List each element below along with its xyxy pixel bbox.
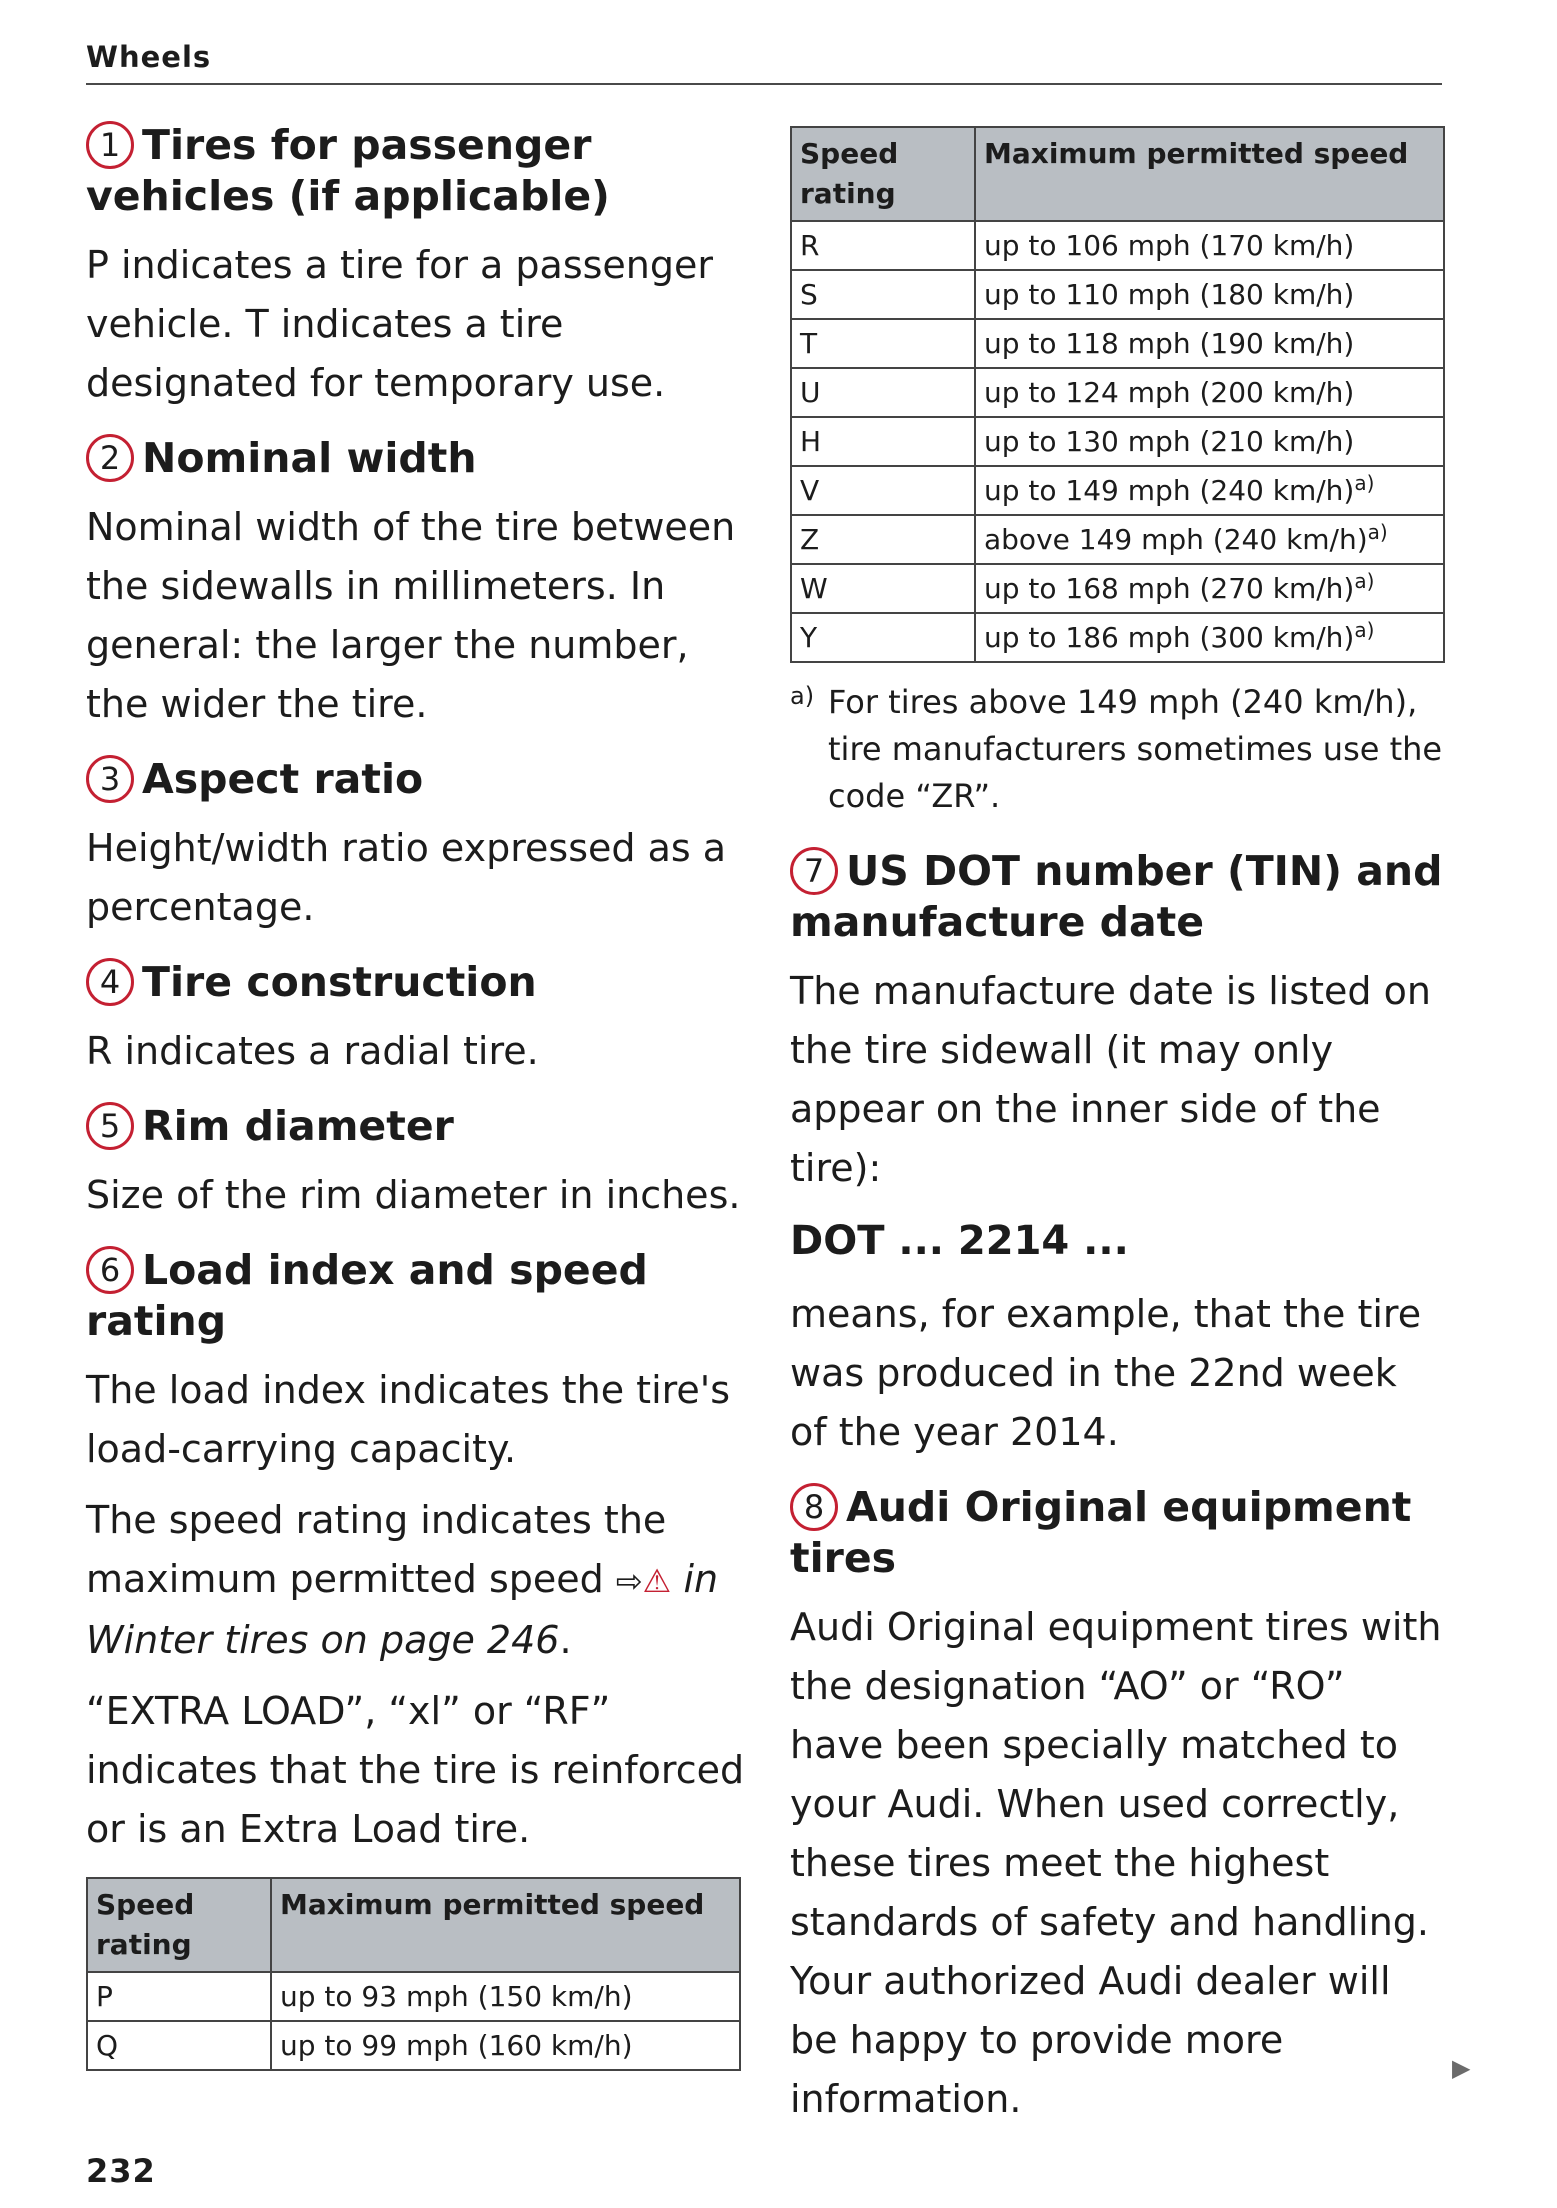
section-nominal-width [86, 433, 746, 734]
left-column [86, 120, 746, 2071]
section-heading [86, 754, 746, 805]
callout-number-8: 8 [790, 1483, 838, 1531]
table-header-row [87, 1878, 740, 1972]
table-cell-rating: Y [791, 613, 975, 662]
column-header-speed-rating: Speed rating [87, 1878, 271, 1972]
section-body-speed-rating [86, 1491, 746, 1670]
body-text: The speed rating indicates the maximum permitted speed [86, 1498, 667, 1601]
section-title: Audi Original equipment tires [790, 1483, 1412, 1582]
table-cell-rating: W [791, 564, 975, 613]
section-title: Nominal width [142, 434, 477, 482]
speed-rating-table-r-y [790, 126, 1445, 663]
table-cell-rating: S [791, 270, 975, 319]
speed-text: above 149 mph (240 km/h) [984, 523, 1368, 556]
section-heading [86, 433, 746, 484]
section-body: The manufacture date is listed on the tire sidewall (it may only appear on the inner side of the tire): [790, 969, 1431, 1190]
speed-text: up to 130 mph (210 km/h) [984, 425, 1355, 458]
table-cell-speed [975, 270, 1444, 319]
section-body: Nominal width of the tire between the sidewalls in millimeters. In general: the larger the number, the wider the tire. [86, 505, 736, 726]
column-header-max-speed: Maximum permitted speed [271, 1878, 740, 1972]
section-title: Rim diameter [142, 1102, 454, 1150]
body-text: . [559, 1618, 572, 1662]
section-title: Tires for passenger vehicles (if applicable) [86, 121, 610, 220]
section-body: Height/width ratio expressed as a percentage. [86, 826, 727, 929]
table-row [791, 564, 1444, 613]
cross-reference-arrow-icon: ⇨ [615, 1562, 643, 1600]
table-cell-rating: T [791, 319, 975, 368]
table-cell-speed [975, 319, 1444, 368]
section-body-extra-load: “EXTRA LOAD”, “xl” or “RF” indicates that the tire is reinforced or is an Extra Load tire. [86, 1689, 745, 1851]
table-cell-rating: P [87, 1972, 271, 2021]
section-title: Aspect ratio [142, 755, 424, 803]
footnote-text: For tires above 149 mph (240 km/h), tire manufacturers sometimes use the code “ZR”. [828, 683, 1443, 815]
table-cell-speed [975, 221, 1444, 270]
speed-text: up to 118 mph (190 km/h) [984, 327, 1355, 360]
section-body: The load index indicates the tire's load-carrying capacity. [86, 1368, 731, 1471]
callout-number-2: 2 [86, 434, 134, 482]
callout-number-7: 7 [790, 847, 838, 895]
footnote-mark: a) [790, 682, 815, 710]
table-cell-speed [975, 564, 1444, 613]
callout-number-5: 5 [86, 1102, 134, 1150]
column-header-speed-rating: Speed rating [791, 127, 975, 221]
continue-arrow-icon: ▶ [1452, 2054, 1471, 2082]
speed-text: up to 124 mph (200 km/h) [984, 376, 1355, 409]
section-rim-diameter [86, 1101, 746, 1225]
table-cell-speed [975, 368, 1444, 417]
section-heading [86, 120, 746, 222]
speed-text: up to 168 mph (270 km/h) [984, 572, 1355, 605]
section-body: P indicates a tire for a passenger vehicle. T indicates a tire designated for temporary use. [86, 243, 713, 405]
footnote-ref: a) [1354, 618, 1375, 642]
table-cell-rating: U [791, 368, 975, 417]
table-row [791, 270, 1444, 319]
table-footnote [790, 679, 1445, 820]
table-row [791, 368, 1444, 417]
cross-reference-link[interactable]: in Winter tires on page 246 [86, 1557, 719, 1662]
table-row [791, 417, 1444, 466]
section-heading [86, 1101, 746, 1152]
page-number: 232 [86, 2152, 156, 2190]
section-aspect-ratio [86, 754, 746, 937]
section-body: Size of the rim diameter in inches. [86, 1173, 741, 1217]
section-title: US DOT number (TIN) and manufacture date [790, 847, 1443, 946]
speed-text: up to 186 mph (300 km/h) [984, 621, 1355, 654]
table-row [791, 613, 1444, 662]
table-row [791, 466, 1444, 515]
section-title: Tire construction [142, 958, 537, 1006]
footnote-ref: a) [1367, 520, 1388, 544]
section-body: means, for example, that the tire was produced in the 22nd week of the year 2014. [790, 1292, 1422, 1454]
section-tire-construction [86, 957, 746, 1081]
callout-number-3: 3 [86, 755, 134, 803]
section-heading [790, 1482, 1445, 1584]
section-heading [790, 846, 1445, 948]
running-head: Wheels [86, 40, 212, 74]
table-cell-speed: up to 93 mph (150 km/h) [271, 1972, 740, 2021]
table-cell-rating: Z [791, 515, 975, 564]
section-load-speed [86, 1245, 746, 1859]
section-body: Audi Original equipment tires with the designation “AO” or “RO” have been specially matched to your Audi. When used correctly, these tires meet the highest standards of safety and handling. Your authorized Audi dealer will be happy to provide more information. [790, 1605, 1442, 2121]
table-row [791, 515, 1444, 564]
callout-number-4: 4 [86, 958, 134, 1006]
callout-number-1: 1 [86, 121, 134, 169]
section-tires-passenger [86, 120, 746, 413]
speed-text: up to 149 mph (240 km/h) [984, 474, 1355, 507]
section-title: Load index and speed rating [86, 1246, 648, 1345]
table-cell-rating: R [791, 221, 975, 270]
footnote-ref: a) [1354, 569, 1375, 593]
table-header-row [791, 127, 1444, 221]
header-rule [86, 83, 1442, 85]
table-cell-speed [975, 515, 1444, 564]
table-cell-rating: H [791, 417, 975, 466]
table-row [791, 319, 1444, 368]
table-row [87, 1972, 740, 2021]
section-us-dot-number [790, 846, 1445, 1462]
section-heading [86, 957, 746, 1008]
speed-text: up to 106 mph (170 km/h) [984, 229, 1355, 262]
warning-triangle-icon: ⚠ [642, 1562, 672, 1600]
table-cell-rating: Q [87, 2021, 271, 2070]
section-body: R indicates a radial tire. [86, 1029, 539, 1073]
column-header-max-speed: Maximum permitted speed [975, 127, 1444, 221]
dot-code-example: DOT ... 2214 ... [790, 1218, 1129, 1264]
right-column [790, 126, 1445, 2129]
table-cell-speed [975, 613, 1444, 662]
speed-rating-table-pq [86, 1877, 741, 2071]
table-row [87, 2021, 740, 2070]
footnote-ref: a) [1354, 471, 1375, 495]
table-cell-speed [975, 417, 1444, 466]
section-audi-original-tires [790, 1482, 1445, 2129]
section-heading [86, 1245, 746, 1347]
table-cell-speed: up to 99 mph (160 km/h) [271, 2021, 740, 2070]
speed-text: up to 110 mph (180 km/h) [984, 278, 1355, 311]
callout-number-6: 6 [86, 1246, 134, 1294]
table-row [791, 221, 1444, 270]
table-cell-rating: V [791, 466, 975, 515]
table-cell-speed [975, 466, 1444, 515]
